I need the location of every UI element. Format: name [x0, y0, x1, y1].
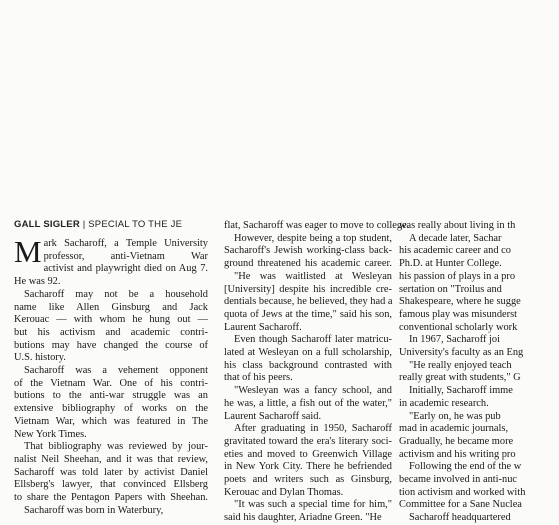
drop-cap: M: [14, 234, 42, 269]
byline: [14, 219, 182, 230]
article-text-line: in New York City. There he befriended: [224, 461, 392, 473]
article-text-line: lated at Wesleyan on a full scholarship,: [224, 347, 392, 359]
author-name: GALL SIGLER: [14, 219, 80, 230]
article-column-3: [399, 220, 559, 525]
article-text-line: ark Sacharoff, a Temple University: [43, 238, 208, 249]
article-text-line: quota of Jews at the time," said his son,: [224, 308, 392, 320]
article-text-line: to share the Pentagon Papers with Sheehan.: [14, 492, 208, 504]
article-text-line: of the Vietnam War. One of his contri-: [14, 377, 208, 389]
article-text-line: Laurent Sacharoff said.: [224, 410, 322, 422]
article-text-line: Gradually, he became more: [399, 435, 514, 447]
article-text-line: He was 92.: [14, 276, 61, 288]
article-text-line: Vietnam War, which was featured in The: [14, 415, 208, 427]
article-text-line: in academic research.: [399, 397, 489, 409]
article-text-line: extensive bibliography of works on the: [14, 403, 208, 415]
article-text-line: famous play was misunderst: [399, 308, 518, 320]
article-text-line: Shakespeare, where he sugge: [399, 296, 521, 308]
article-text-line: Laurent Sacharoff.: [224, 321, 302, 333]
article-text-line: name like Allen Ginsburg and Jack: [14, 301, 208, 313]
article-text-line: professor, anti-Vietnam War: [43, 250, 208, 262]
article-text-line: Sacharoff was a vehement opponent: [24, 365, 208, 377]
article-text-line: Following the end of the w: [409, 461, 522, 473]
article-text-line: dentials because, he believed, they had a: [224, 296, 393, 308]
article-text-line: butions to the anti-war struggle was an: [14, 390, 208, 402]
article-text-line: "Early on, he was pub: [409, 410, 501, 422]
article-text-line: gravitated toward the era's literary soci-: [224, 435, 392, 447]
byline-separator: |: [79, 219, 89, 230]
article-text-line: In 1967, Sacharoff joi: [409, 334, 500, 346]
article-text-line: Kerouac and Dylan Thomas.: [224, 486, 344, 498]
article-text-line: "He was waitlisted at Wesleyan: [234, 270, 392, 282]
article-text-line: he was, a little, a fish out of the water,": [224, 397, 392, 409]
article-text-line: Ellsberg's lawyer, that convinced Ellsberg: [14, 479, 208, 491]
article-text-line: mad in academic journals,: [399, 423, 509, 435]
article-text-line: That bibliography was reviewed by jour-: [24, 441, 208, 453]
article-text-line: eties and moved to Greenwich Village: [224, 448, 392, 460]
article-text-line: [University] despite his incredible cre-: [224, 283, 392, 295]
article-text-line: New York Times.: [14, 428, 87, 440]
article-text-line: his academic career and co: [399, 245, 511, 257]
article-text-line: poets and writers such as Ginsburg,: [224, 474, 392, 486]
article-text-line: tion activism and worked with: [399, 486, 526, 498]
article-text-line: Sacharoff was told later by activist Daniel: [14, 466, 208, 478]
byline-credit: SPECIAL TO THE JE: [88, 219, 183, 230]
article-text-line: that of his peers.: [224, 372, 293, 384]
article-text-line: nalist Neil Sheehan, and it was that review,: [14, 453, 208, 465]
article-text-line: flat, Sacharoff was eager to move to college.: [224, 220, 410, 231]
article-text-line: Kerouac — with whom he hung out —: [14, 314, 208, 326]
article-text-line: "It was such a special time for him,": [234, 499, 392, 511]
article-text-line: U.S. history.: [14, 352, 66, 364]
article-text-line: butions may have changed the course of: [14, 339, 208, 351]
article-text-line: his passion of plays in a pro: [399, 270, 516, 282]
article-text-line: activist and playwright died on Aug 7.: [43, 263, 208, 275]
article-text-line: sertation on "Troilus and: [399, 283, 502, 295]
article-text-line: said his daughter, Ariadne Green. "He: [224, 512, 382, 524]
article-column-1: [14, 234, 208, 517]
article-text-line: However, despite being a top student,: [234, 232, 392, 244]
article-text-line: A decade later, Sachar: [409, 232, 502, 244]
article-text-line: After graduating in 1950, Sacharoff: [234, 423, 392, 435]
article-text-line: became involved in anti-nuc: [399, 474, 518, 486]
article-text-line: Sacharoff's Jewish working-class back-: [224, 245, 392, 257]
article-text-line: Initially, Sacharoff imme: [409, 385, 513, 397]
article-text-line: conventional scholarly work: [399, 321, 518, 333]
article-text-line: his class background contrasted with: [224, 359, 392, 371]
article-text-line: Sacharoff may not be a household: [24, 288, 208, 300]
article-text-line: really great with students," G: [399, 372, 521, 384]
article-text-line: "Wesleyan was a fancy school, and: [234, 385, 392, 397]
article-text-line: activism and his writing pro: [399, 448, 516, 460]
article-text-line: but his activism and academic contri-: [14, 326, 208, 338]
article-text-line: Ph.D. at Hunter College.: [399, 258, 502, 270]
article-text-line: ground threatened his academic career.: [224, 258, 392, 270]
article-text-line: was really about living in th: [399, 220, 516, 231]
article-text-line: Even though Sacharoff later matricu-: [234, 334, 392, 346]
article-text-line: "He really enjoyed teach: [409, 359, 512, 371]
article-text-line: Committee for a Sane Nuclea: [399, 499, 522, 511]
article-text-line: Sacharoff was born in Waterbury,: [24, 504, 164, 516]
article-column-2: [224, 220, 410, 525]
article-text-line: University's faculty as an Eng: [399, 347, 524, 359]
article-text-line: Sacharoff headquartered: [409, 512, 511, 524]
